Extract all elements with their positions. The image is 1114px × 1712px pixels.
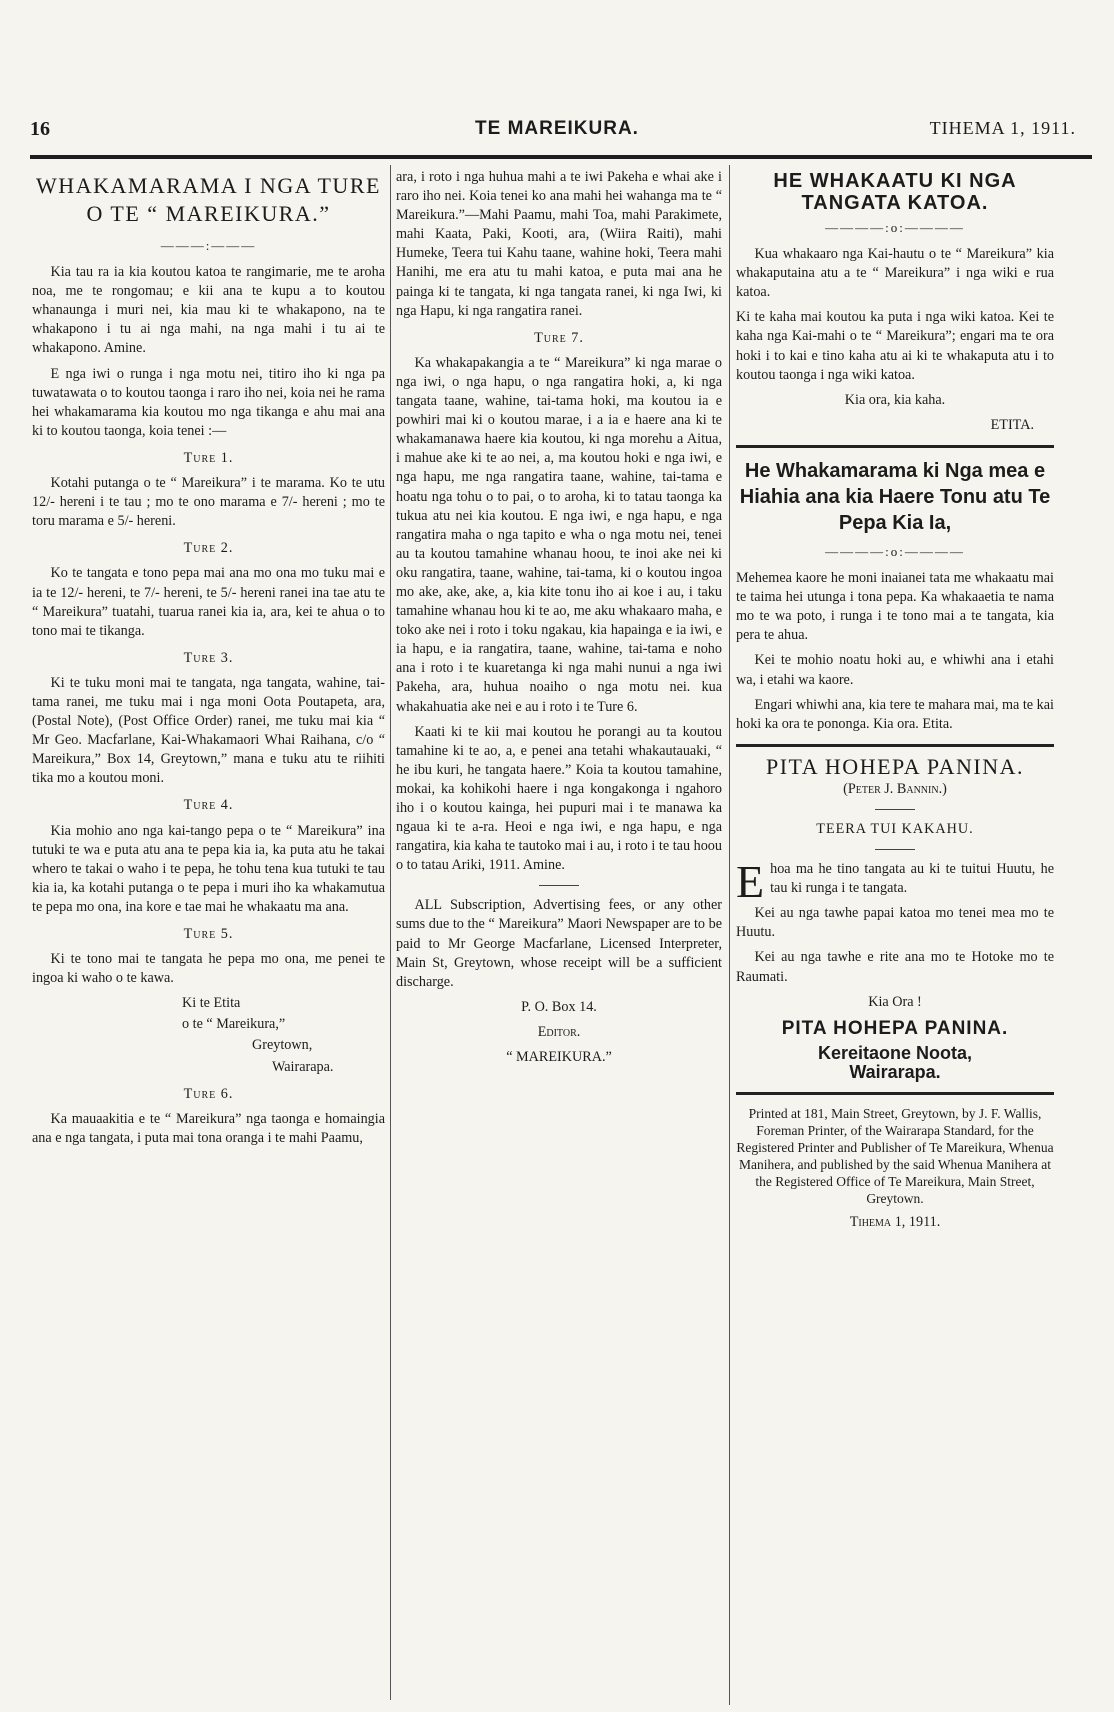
issue-date: TIHEMA 1, 1911. [929,118,1076,138]
sign-off: Kia ora, kia kaha. [844,391,946,408]
paragraph: ara, i roto i nga huhua mahi a te iwi Pakeha e whai ake i raro iho nei. Koia tenei ko ana mahi hei wahanga ma te “ Mareikura.”—Mahi Paamu, mahi Toa, mahi Parakimete, mahi Kaata, Paki, Kooti, ara, (Wiira Raiti), mahi Humeke, Teera tui Kahu taane, wahine hoki, Teera mahi Hanihi, me era atu tu mahi katoa, e puta mai ana he painga ki te tangata, ki nga tangata ranei, ki nga Iwi, ki nga Hapu, ki nga rangatira ranei. [396,169,722,319]
paragraph: Mehemea kaore he moni inaianei tata me whakaatu mai te taima hei utunga i tona pepa. Ka whakaaetia te nama mo te wa poto, i runga i te tono mai a te tangata, kia pera te ahua. [736,570,1054,644]
drop-cap: E [736,856,765,908]
ornament: ————:o:———— [825,220,965,235]
paragraph-text: hoa ma he tino tangata au ki te tuitui Huutu, he tau ki runga i te tangata. [770,861,1054,897]
editor-signature: Editor. [537,1023,581,1040]
paragraph: Engari whiwhi ana, kia tere te mahara mai, ma te kai hoki ka ora te pononga. Kia ora. Etita. [736,696,1054,732]
address-line: o te “ Mareikura,” [182,1016,286,1033]
rule-heading: Ture 7. [534,329,584,346]
paragraph: E nga iwi o runga i nga motu nei, titiro iho ki nga pa tuwatawata o to koutou taonga i raro iho nei, koia nei he rama hei whakamarama kia koutou mo nga tikanga e ahu mai ana ki to koutou taonga, koia tenei :— [32,365,385,439]
subscription-notice: ALL Subscription, Advertising fees, or any other sums due to the “ Mareikura” Maori Newspaper are to be paid to Mr George Macfarlane, Licensed Interpreter, Main St, Greytown, whose receipt will be a sufficient discharge. [396,897,722,990]
paragraph: Ka whakapakangia a te “ Mareikura” ki nga marae o nga iwi, o nga hapu, o nga rangatira hoki, a, ki nga tangata taane, wahine, tai-tama hoki, ma koutou ia e powhiri mai ki o koutou marae, i a ia e haere ana ki te whakamanawa haere kia koutou, ki nga morehu a Aitua, i mahue ake ki te ao nei, a, ma koutou hoki e nga iwi, e nga hapu, me nga rangatira taane, wahine, tai-tama e hoatu nga tohu o to pai, o to aroha, ki to tatau taonga ka tukua atu nei kia koutou. E nga iwi, e nga hapu, e nga rangatira maha o nga tapito e wha o nga motu nei, tenei au ta koutou tamahine whanau hoou, te inoi ake nei ki oku rangatira, taane, wahine, tai-tama, ki o koutou ingoa mo ake, ake, ake, a, kia kite tonu iho ai koe i au, i taku tamahine whanau hou ki te ao, me aku whakaaro maha, e toko ake nei i roto i toku ngakau, kia hapainga e ia iwi, e ia hapu, e ia rangatira, taane, wahine, tai-tama e noho ana i roto i te kuaretanga ki nga mahi nunui a nga iwi Pakeha, ara, huhua noaiho o nga motu nei. kua whakahuatia ake nei e au i roto i te Ture 6. [396,354,722,715]
rule-heading: Ture 3. [183,649,234,666]
address-line: Greytown, [252,1037,313,1054]
ornament: ————:o:———— [825,543,965,559]
masthead-title: TE MAREIKURA. [475,118,639,139]
address-line: Ki te Etita [182,995,241,1012]
column-3 [736,168,1054,1238]
paragraph: Kei au nga tawhe papai katoa mo tenei mea mo te Huutu. [736,905,1054,941]
divider [736,1092,1054,1095]
ornament: ———:——— [160,238,257,253]
paragraph: Kia tau ra ia kia koutou katoa te rangimarie, me te aroha noa, me te rongomau; e kii ana te kupu a to koutou whanaunga i muri nei, kia mau ki te whakapono, na te whakapono i tu ai nga mahi, na nga mahi i tu ai te whakapono. Amine. [32,264,385,357]
paragraph: Ki te kaha mai koutou ka puta i nga wiki katoa. Kei te kaha nga Kai-mahi o te “ Mareikura”; engari ma te ora hoki i to kai e tino kaha atu ai ki te whakaputa atu i to koutou taonga i nga wiki katoa. [736,309,1054,383]
advert-heading: PITA HOHEPA PANINA. [766,753,1024,779]
divider [875,849,915,850]
rule-heading: Ture 2. [183,540,234,557]
paragraph: Ka mauaakitia e te “ Mareikura” nga taonga e homaingia ana e nga tangata, i puta mai tona oranga i te mahi Paamu, [32,1110,385,1146]
divider [539,885,579,886]
advert-trade: TEERA TUI KAKAHU. [816,820,974,837]
editor-signature: ETITA. [990,416,1034,433]
rule-heading: Ture 1. [183,449,234,466]
address-block [32,994,385,1076]
paper-name: “ MAREIKURA.” [506,1049,612,1066]
paragraph: Ko te tangata e tono pepa mai ana mo ona mo tuku mai e ia te 12/- hereni, te 7/- hereni, te 5/- hereni ranei ina tae atu te “ Mareikura” tuatahi, tuarua ranei kia ia, ara, kei te ahua o to tono mai te tikanga. [32,565,385,639]
po-box: P. O. Box 14. [521,998,597,1015]
sign-off: Kia Ora ! [868,993,922,1010]
advert-address: Kereitaone Noota, [817,1042,973,1063]
rule-heading: Ture 6. [183,1085,234,1102]
divider [736,445,1054,448]
paragraph: Ki te tuku moni mai te tangata, nga tangata, wahine, tai-tama ranei, me tuku mai i nga moni Oota Poutapeta, ara, (Postal Note), (Post Office Order) ranei, me tuku mai kia “ Mr Geo. Macfarlane, Kai-Whakamaori Whai Raihana, c/o “ Mareikura,” Box 14, Greytown,” mana e tuku atu te riihiti tika mo a koutou moni. [32,674,385,787]
rule-heading: Ture 5. [183,926,234,942]
rule-heading: Ture 4. [183,797,234,814]
paragraph [736,856,1054,908]
advert-name-bold: PITA HOHEPA PANINA. [781,1017,1009,1039]
column-2 [396,168,722,1073]
divider [875,809,915,810]
paragraph: Ki te tono mai te tangata he pepa mo ona, me penei te ingoa ki waho o te kawa. [32,951,385,987]
paragraph: Kei au nga tawhe e rite ana mo te Hotoke mo te Raumati. [736,949,1054,985]
paragraph: Kotahi putanga o te “ Mareikura” i te marama. Ko te utu 12/- hereni i te tau ; mo te ono marama e 7/- hereni ; mo te toru marama e 5/- hereni. [32,475,385,530]
paragraph: Kei te mohio noatu hoki au, e whiwhi ana i etahi wa, i etahi wa kaore. [736,652,1054,688]
announcement-heading: HE WHAKAATU KI NGA TANGATA KATOA. [773,170,1017,214]
advert-region: Wairarapa. [849,1061,941,1082]
paragraph: Kia mohio ano nga kai-tango pepa o te “ Mareikura” ina tutuki te wa e puta atu ana te pepa kia ia, ka puta atu he takai whero te takai o waho i te pepa, he tohu tena kua tutuki te tau kia ia, ka kotahi putanga o te pepa i muri iho ka whakamutua te pepa mo ona, ina kore e tae mai he whakaatu ma ana. [32,822,385,915]
header-rule [30,155,1092,159]
divider [736,744,1054,747]
imprint-date: Tihema 1, 1911. [849,1213,941,1230]
advert-subname: (Peter J. Bannin.) [843,780,947,797]
column-divider [390,165,391,1700]
column-1 [32,168,385,1154]
rules-heading: WHAKAMARAMA I NGA TURE O TE “ MAREIKURA.” [36,173,381,226]
printer-imprint: Printed at 181, Main Street, Greytown, by J. F. Wallis, Foreman Printer, of the Wairarapa Standard, for the Registered Printer and Publisher of Te Mareikura, Whenua Manihera, and published by the said Whenua Manihera at the Registered Office of Te Mareikura, Main Street, Greytown. [736,1105,1054,1206]
notice-heading: He Whakamarama ki Nga mea e Hiahia ana kia Haere Tonu atu Te Pepa Kia Ia, [739,459,1051,534]
address-line: Wairarapa. [272,1058,334,1075]
paragraph: Kua whakaaro nga Kai-hautu o te “ Mareikura” kia whakaputaina atu a te “ Mareikura” i nga wiki e rua katoa. [736,246,1054,301]
paragraph: Kaati ki te kii mai koutou he porangi au ta koutou tamahine ki te ao, a, e penei ana tetahi whakautauaki, “ he ibu kuri, he tangata haere.” Koia ta koutou tamahine, mokai, ka kohikohi haere i nga kongakonga i ngahoro iho i o koutou kainga, hei pupuri mai i te manawa ka ngaua ki te a-ra. Heoi e nga iwi, e nga hapu, e nga rangatira, kia kaha te tautoko mai i au, i roto i te tau hoou o to tatau Ariki, 1911. Amine. [396,723,722,874]
page-number: 16 [30,118,50,140]
page-header [30,118,1084,148]
column-divider [729,165,730,1705]
